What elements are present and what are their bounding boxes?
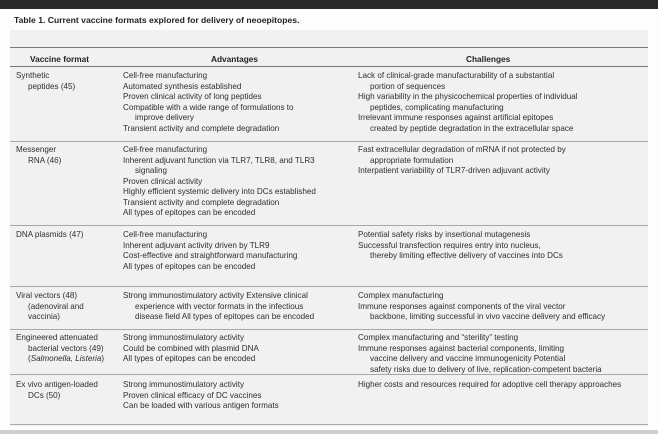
row-dna-plasmids-format bbox=[16, 230, 83, 241]
advantage-line: Cell-free manufacturing bbox=[123, 230, 208, 239]
challenge-line: peptides, complicating manufacturing bbox=[370, 102, 504, 112]
challenge-line: Potential safety risks by insertional mutagenesis bbox=[358, 230, 531, 239]
row-viral-vectors-challenges bbox=[358, 291, 605, 323]
challenge-line: thereby limiting effective delivery of vaccines into DCs bbox=[370, 251, 563, 260]
challenge-line: backbone, limiting successful in vivo vaccine delivery and efficacy bbox=[370, 312, 606, 321]
row-dna-plasmids-challenges bbox=[358, 230, 563, 262]
advantage-line: Proven clinical activity bbox=[123, 176, 203, 186]
challenge-line: portion of sequences bbox=[370, 81, 446, 91]
advantage-line: Strong immunostimulatory activity Extensive clinical bbox=[123, 291, 308, 300]
row-messenger-rna-challenges bbox=[358, 145, 566, 177]
challenge-line: Interpatient variability of TLR7-driven adjuvant activity bbox=[358, 166, 550, 175]
row-ex-vivo-dcs-challenges bbox=[358, 380, 621, 391]
row-rule bbox=[10, 141, 648, 142]
advantage-line: All types of epitopes can be encoded bbox=[123, 261, 256, 271]
row-synthetic-peptides-advantages bbox=[123, 71, 294, 134]
table-caption: Table 1. Current vaccine formats explored for delivery of neoepitopes. bbox=[14, 15, 300, 25]
row-bacterial-vectors-challenges bbox=[358, 333, 602, 375]
challenge-line: Successful transfection requires entry into nucleus, bbox=[358, 240, 541, 250]
challenge-line: Higher costs and resources required for adoptive cell therapy approaches bbox=[358, 380, 622, 389]
challenge-line: Lack of clinical-grade manufacturability of a substantial bbox=[358, 71, 555, 80]
advantage-line: Could be combined with plasmid DNA bbox=[123, 343, 259, 353]
advantage-line: Strong immunostimulatory activity bbox=[123, 380, 244, 389]
advantage-line: Proven clinical efficacy of DC vaccines bbox=[123, 390, 262, 400]
row-bacterial-vectors-format bbox=[16, 333, 104, 365]
challenge-line: Irrelevant immune responses against artificial epitopes bbox=[358, 113, 554, 122]
challenge-line: appropriate formulation bbox=[370, 155, 454, 165]
challenge-line: safety risks due to delivery of live, replication-competent bacteria bbox=[370, 364, 602, 374]
bottom-border bbox=[0, 430, 658, 434]
format-line: RNA (46) bbox=[28, 155, 62, 165]
advantage-line: improve delivery bbox=[135, 113, 194, 122]
advantage-line: Strong immunostimulatory activity bbox=[123, 333, 244, 342]
advantage-line: Transient activity and complete degradation bbox=[123, 123, 280, 133]
row-viral-vectors-format bbox=[16, 291, 84, 323]
challenge-line: Complex manufacturing and “sterility” testing bbox=[358, 333, 519, 342]
challenge-line: High variability in the physicochemical properties of individual bbox=[358, 92, 578, 101]
advantage-line: experience with vector formats in the infectious bbox=[135, 301, 304, 311]
format-line: peptides (45) bbox=[28, 81, 76, 91]
table-bottom-rule bbox=[10, 424, 648, 425]
advantage-line: Proven clinical activity of long peptides bbox=[123, 92, 262, 101]
row-ex-vivo-dcs-advantages bbox=[123, 380, 279, 412]
format-line: vaccinia) bbox=[28, 312, 60, 321]
advantage-line: All types of epitopes can be encoded bbox=[123, 208, 256, 217]
row-dna-plasmids-advantages bbox=[123, 230, 297, 272]
header-top-rule bbox=[10, 47, 648, 48]
row-messenger-rna-format bbox=[16, 145, 61, 166]
format-line: DNA plasmids (47) bbox=[16, 230, 84, 239]
challenge-line: Fast extracellular degradation of mRNA if not protected by bbox=[358, 145, 566, 154]
advantage-line: Transient activity and complete degradation bbox=[123, 197, 280, 207]
top-border bbox=[0, 0, 658, 9]
advantage-line: Cell-free manufacturing bbox=[123, 71, 208, 80]
format-line: bacterial vectors (49) bbox=[28, 343, 104, 353]
advantage-line: All types of epitopes can be encoded bbox=[123, 354, 256, 363]
row-rule bbox=[10, 225, 648, 226]
challenge-line: created by peptide degradation in the extracellular space bbox=[370, 123, 574, 133]
advantage-line: Cost-effective and straightforward manufacturing bbox=[123, 251, 298, 260]
row-rule bbox=[10, 329, 648, 330]
header-advantages: Advantages bbox=[211, 54, 259, 64]
challenge-line: Immune responses against bacterial components, limiting bbox=[358, 343, 565, 353]
advantage-line: Cell-free manufacturing bbox=[123, 145, 208, 154]
format-line: DCs (50) bbox=[28, 390, 61, 400]
row-rule bbox=[10, 286, 648, 287]
row-viral-vectors-advantages bbox=[123, 291, 314, 323]
advantage-line: Compatible with a wide range of formulations to bbox=[123, 102, 294, 112]
header-bottom-rule bbox=[10, 66, 648, 67]
challenge-line: vaccine delivery and vaccine immunogenicity Potential bbox=[370, 354, 566, 363]
challenge-line: Complex manufacturing bbox=[358, 291, 444, 300]
row-bacterial-vectors-advantages bbox=[123, 333, 259, 365]
header-challenges: Challenges bbox=[466, 54, 511, 64]
header-vaccine-format: Vaccine format bbox=[30, 54, 90, 64]
format-line: Ex vivo antigen-loaded bbox=[16, 380, 98, 389]
advantage-line: Automated synthesis established bbox=[123, 81, 242, 91]
row-synthetic-peptides-challenges bbox=[358, 71, 578, 134]
advantage-line: Can be loaded with various antigen formats bbox=[123, 401, 279, 410]
advantage-line: signaling bbox=[135, 166, 167, 175]
row-synthetic-peptides-format bbox=[16, 71, 75, 92]
advantage-line: Inherent adjuvant activity driven by TLR9 bbox=[123, 240, 270, 250]
format-line: (adenoviral and bbox=[28, 301, 84, 311]
row-ex-vivo-dcs-format bbox=[16, 380, 98, 401]
advantage-line: Inherent adjuvant function via TLR7, TLR8, and TLR3 bbox=[123, 155, 315, 165]
format-line: Messenger bbox=[16, 145, 57, 154]
format-line: Synthetic bbox=[16, 71, 50, 80]
row-messenger-rna-advantages bbox=[123, 145, 316, 219]
advantage-line: disease field All types of epitopes can be encoded bbox=[135, 312, 315, 321]
format-line: Engineered attenuated bbox=[16, 333, 98, 342]
format-line: Viral vectors (48) bbox=[16, 291, 78, 300]
challenge-line: Immune responses against components of the viral vector bbox=[358, 301, 566, 311]
advantage-line: Highly efficient systemic delivery into DCs established bbox=[123, 187, 316, 196]
format-line: (Salmonella, Listeria) bbox=[28, 354, 105, 363]
